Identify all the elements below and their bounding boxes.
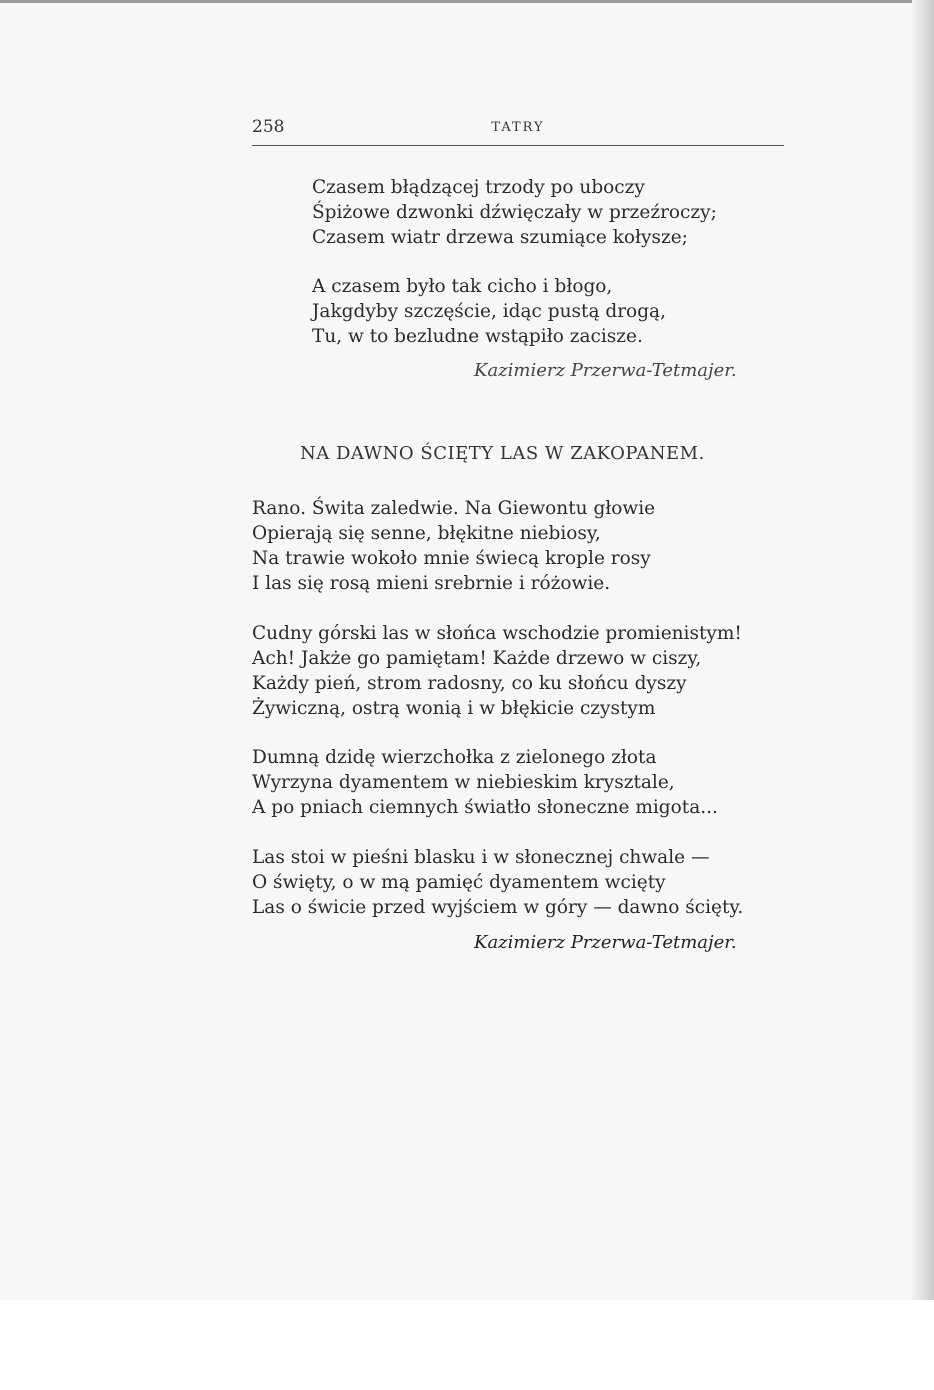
poem1-line: A czasem było tak cicho i błogo,	[312, 276, 613, 297]
poem2-line: Cudny górski las w słońca wschodzie promienistym!	[252, 623, 742, 644]
poem2-line: Dumną dzidę wierzchołka z zielonego złota	[252, 747, 657, 768]
image-bottom-band	[0, 1300, 934, 1390]
poem1-line: Śpiżowe dzwonki dźwięczały w przeźroczy;	[312, 202, 717, 223]
poem2-line: Ach! Jakże go pamiętam! Każde drzewo w ciszy,	[252, 648, 702, 669]
poem2-line: Wyrzyna dyamentem w niebieskim krysztale,	[252, 772, 675, 793]
poem2-line: Rano. Świta zaledwie. Na Giewontu głowie	[252, 498, 656, 519]
poem1-line: Czasem błądzącej trzody po uboczy	[312, 177, 645, 198]
poem2-line: Każdy pień, strom radosny, co ku słońcu dyszy	[252, 673, 687, 694]
poem2-line: Las o świcie przed wyjściem w góry — dawno ścięty.	[252, 897, 744, 918]
poem1-line: Czasem wiatr drzewa szumiące kołysze;	[312, 227, 688, 248]
poem2-title: NA DAWNO ŚCIĘTY LAS W ZAKOPANEM.	[300, 443, 705, 464]
poem2-line: Żywiczną, ostrą wonią i w błękicie czystym	[252, 698, 656, 719]
poem2-author: Kazimierz Przerwa-Tetmajer.	[474, 932, 737, 953]
poem2-line: I las się rosą mieni srebrnie i różowie.	[252, 573, 611, 594]
page-number: 258	[252, 117, 285, 137]
poem2-line: Las stoi w pieśni blasku i w słonecznej chwale —	[252, 847, 710, 868]
poem1-line: Tu, w to bezludne wstąpiło zacisze.	[312, 326, 643, 347]
running-title: TATRY	[491, 120, 545, 135]
poem1-author: Kazimierz Przerwa-Tetmajer.	[474, 360, 737, 381]
poem2-line: Na trawie wokoło mnie świecą krople rosy	[252, 548, 651, 569]
poem2-line: Opierają się senne, błękitne niebiosy,	[252, 523, 601, 544]
poem1-line: Jakgdyby szczęście, idąc pustą drogą,	[312, 301, 666, 322]
poem2-line: O święty, o w mą pamięć dyamentem wcięty	[252, 872, 666, 893]
page-header	[252, 117, 784, 146]
page-right-edge	[912, 0, 934, 1300]
poem2-line: A po pniach ciemnych światło słoneczne migota...	[252, 797, 718, 818]
page-top-edge	[0, 0, 934, 3]
